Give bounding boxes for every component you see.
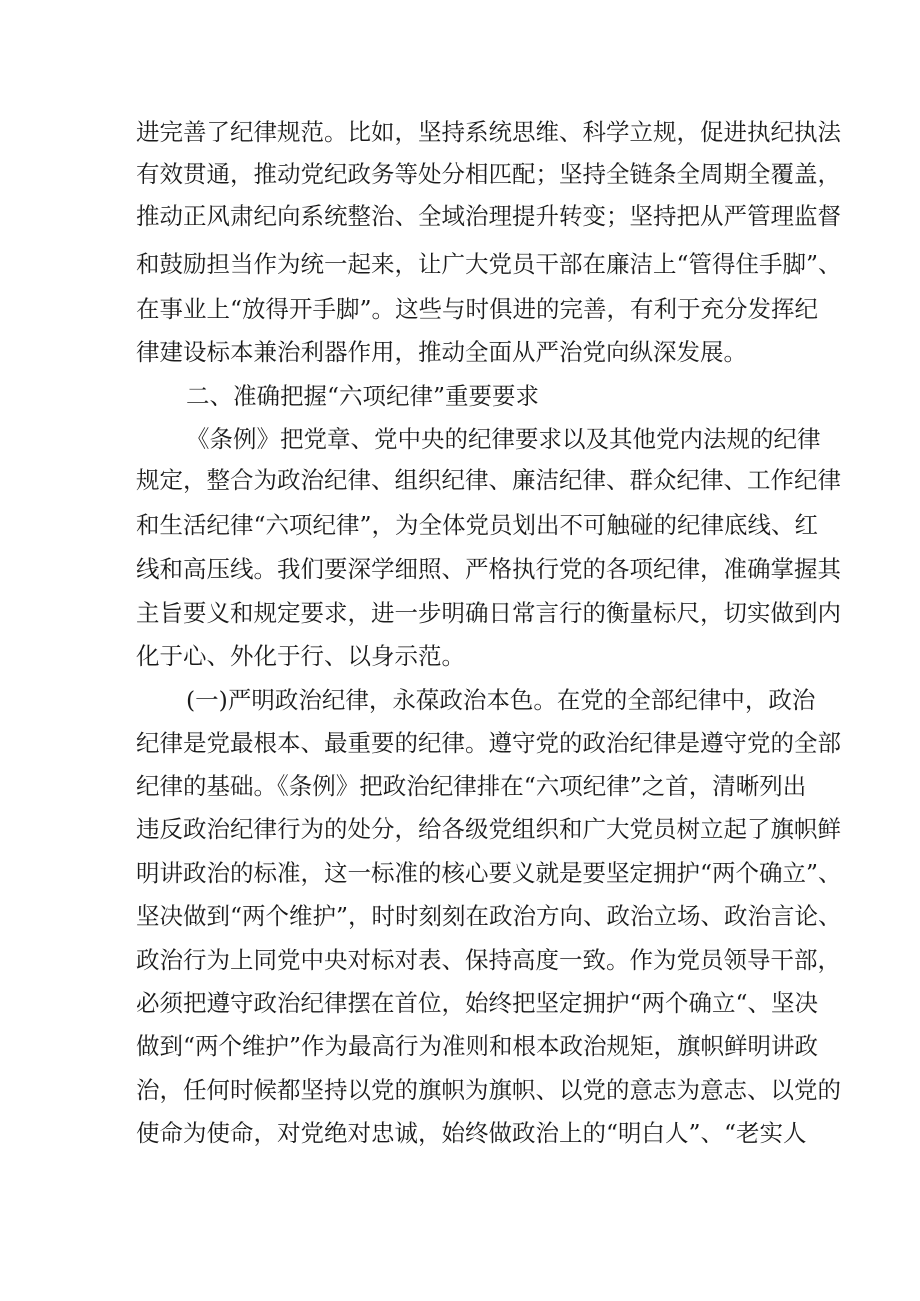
text-line: 化于心、外化于行、以身示范。: [136, 642, 465, 670]
text-line: 推动正风肃纪向系统整治、全域治理提升转变；坚持把从严管理监督: [136, 202, 841, 230]
text-line: 使命为使命，对党绝对忠诚，始终做政治上的“明白人”、“老实人: [136, 1119, 807, 1147]
text-line: 政治行为上同党中央对标对表、保持高度一致。作为党员领导干部，: [136, 946, 841, 974]
text-line: 坚决做到“两个维护”，时时刻刻在政治方向、政治立场、政治言论、: [136, 902, 842, 930]
text-line: 纪律是党最根本、最重要的纪律。遵守党的政治纪律是遵守党的全部: [136, 729, 841, 757]
text-line: 做到“两个维护”作为最高行为准则和根本政治规矩，旗帜鲜明讲政: [136, 1032, 819, 1060]
text-line: 主旨要义和规定要求，进一步明确日常言行的衡量标尺，切实做到内: [136, 599, 841, 627]
text-line: 规定，整合为政治纪律、组织纪律、廉洁纪律、群众纪律、工作纪律: [136, 466, 841, 494]
text-line: 在事业上“放得开手脚”。这些与时俱进的完善，有利于充分发挥纪: [136, 295, 819, 323]
text-line: 违反政治纪律行为的处分，给各级党组织和广大党员树立起了旗帜鲜: [136, 815, 841, 843]
text-line: 律建设标本兼治利器作用，推动全面从严治党向纵深发展。: [136, 338, 747, 366]
text-line: 进完善了纪律规范。比如，坚持系统思维、科学立规，促进执纪执法: [136, 118, 841, 146]
subsection-line: (一)严明政治纪律，永葆政治本色。在党的全部纪律中，政治: [186, 686, 816, 714]
text-line: 和生活纪律“六项纪律”，为全体党员划出不可触碰的纪律底线、红: [136, 511, 819, 539]
text-line: 和鼓励担当作为统一起来，让广大党员干部在廉洁上“管得住手脚”、: [136, 250, 842, 278]
section-heading: 二、准确把握“六项纪律”重要要求: [186, 382, 540, 410]
text-line: 必须把遵守政治纪律摆在首位，始终把坚定拥护“两个确立“、坚决: [136, 989, 819, 1017]
text-line: 纪律的基础。《条例》把政治纪律排在“六项纪律”之首，清晰列出: [136, 772, 807, 800]
text-line: 《条例》把党章、党中央的纪律要求以及其他党内法规的纪律: [186, 425, 821, 453]
text-line: 线和高压线。我们要深学细照、严格执行党的各项纪律，准确掌握其: [136, 555, 841, 583]
text-line: 治，任何时候都坚持以党的旗帜为旗帜、以党的意志为意志、以党的: [136, 1076, 841, 1104]
text-line: 明讲政治的标准，这一标准的核心要义就是要坚定拥护“两个确立”、: [136, 859, 842, 887]
text-line: 有效贯通，推动党纪政务等处分相匹配；坚持全链条全周期全覆盖，: [136, 160, 841, 188]
